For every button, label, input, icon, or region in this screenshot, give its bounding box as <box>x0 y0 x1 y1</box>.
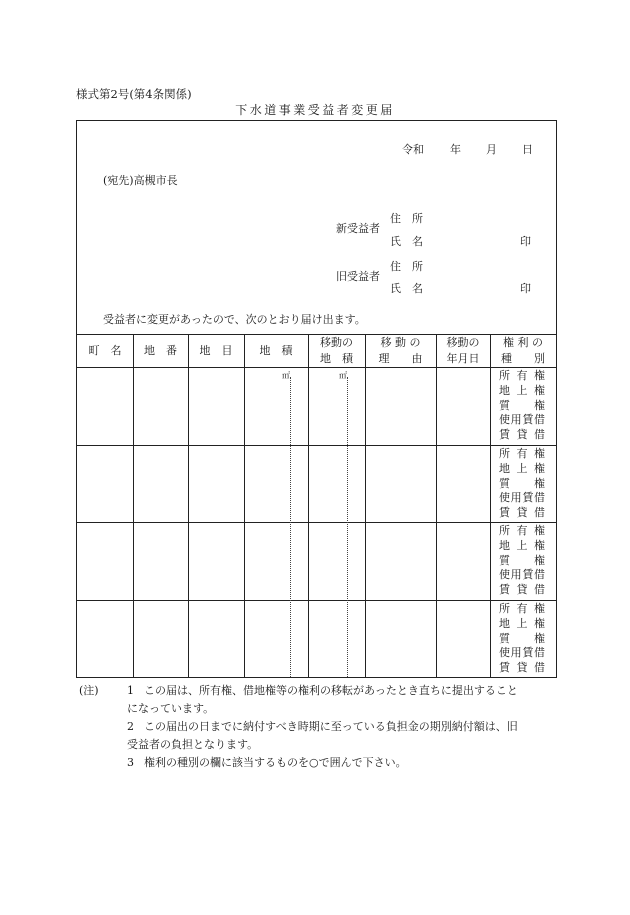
right-kind-item: 所有権 <box>499 369 545 382</box>
date-day: 日 <box>522 143 533 156</box>
right-kind-item: 所有権 <box>499 447 545 460</box>
note-2-line-2: 受益者の負担となります。 <box>127 738 259 751</box>
col-header-date-1: 移動の <box>446 336 480 349</box>
document-title: 下水道事業受益者変更届 <box>235 103 395 117</box>
right-kind-item: 質権 <box>499 476 545 490</box>
old-beneficiary-address: 住 所 <box>390 260 423 273</box>
right-kind-item: 賃貸借 <box>499 583 545 597</box>
note-1-line-1: この届は、所有権、借地権等の権利の移転があったとき直ちに提出すること <box>144 684 518 697</box>
col-header-area: 地 積 <box>259 344 293 357</box>
area-unit: ㎡ <box>282 371 290 380</box>
row-divider-3 <box>77 600 556 601</box>
note-3-number: 3 <box>127 756 134 769</box>
col-divider-3 <box>244 334 245 678</box>
row-divider-1 <box>77 445 556 446</box>
area-dotted-line <box>290 377 291 677</box>
col-header-right-2: 種 別 <box>501 352 545 365</box>
right-kind-list <box>499 447 545 521</box>
right-kind-item: 地上権 <box>499 383 545 397</box>
col-header-date-2: 年月日 <box>446 352 480 365</box>
date-year: 年 <box>450 143 461 156</box>
right-kind-item: 使用賃借 <box>499 568 545 582</box>
old-beneficiary-name: 氏 名 <box>390 282 423 295</box>
col-header-right-1: 権 利 の <box>503 336 543 349</box>
right-kind-item: 賃貸借 <box>499 661 545 675</box>
new-beneficiary-seal: 印 <box>520 235 531 248</box>
right-kind-item: 使用賃借 <box>499 491 545 505</box>
note-1-number: 1 <box>127 684 134 697</box>
new-beneficiary-name: 氏 名 <box>390 235 423 248</box>
right-kind-item: 所有権 <box>499 602 545 615</box>
notes-label: (注) <box>79 684 99 697</box>
right-kind-item: 使用賃借 <box>499 413 545 427</box>
addressee: (宛先)高槻市長 <box>103 174 178 187</box>
col-header-town: 町 名 <box>88 344 122 357</box>
right-kind-item: 賃貸借 <box>499 506 545 520</box>
col-divider-6 <box>436 334 437 678</box>
right-kind-list <box>499 524 545 598</box>
right-kind-item: 地上権 <box>499 461 545 475</box>
date-era: 令和 <box>402 143 424 156</box>
right-kind-item: 使用賃借 <box>499 646 545 660</box>
right-kind-item: 賃貸借 <box>499 428 545 442</box>
col-header-lot: 地 番 <box>144 344 177 357</box>
row-divider-2 <box>77 522 556 523</box>
new-beneficiary-label: 新受益者 <box>336 222 380 235</box>
col-header-moved-area-1: 移動の <box>320 336 353 349</box>
new-beneficiary-address: 住 所 <box>390 212 423 225</box>
form-number: 様式第2号(第4条関係) <box>76 87 192 101</box>
note-2-number: 2 <box>127 720 134 733</box>
note-3-line-1: 権利の種別の欄に該当するものを○で囲んで下さい。 <box>144 756 407 769</box>
col-header-category: 地 目 <box>199 344 233 357</box>
old-beneficiary-seal: 印 <box>520 282 531 295</box>
right-kind-item: 地上権 <box>499 616 545 630</box>
col-divider-4 <box>308 334 309 678</box>
col-header-reason-2: 理 由 <box>378 352 423 365</box>
note-1-line-2: になっています。 <box>127 702 215 715</box>
old-beneficiary-label: 旧受益者 <box>336 270 380 283</box>
moved-area-dotted-line <box>347 377 348 677</box>
right-kind-item: 地上権 <box>499 538 545 552</box>
note-2-line-1: この届出の日までに納付すべき時期に至っている負担金の期別納付額は、旧 <box>144 720 518 733</box>
header-area <box>77 121 556 335</box>
col-header-reason-1: 移 動 の <box>380 336 421 349</box>
right-kind-list <box>499 369 545 443</box>
col-divider-7 <box>490 334 491 678</box>
col-header-moved-area-2: 地 積 <box>320 352 353 365</box>
col-divider-2 <box>188 334 189 678</box>
header-bottom-line <box>77 367 556 368</box>
form-frame <box>76 120 557 678</box>
moved-area-unit: ㎡ <box>339 371 347 380</box>
col-divider-1 <box>133 334 134 678</box>
right-kind-item: 質権 <box>499 553 545 567</box>
right-kind-item: 所有権 <box>499 524 545 537</box>
right-kind-item: 質権 <box>499 631 545 645</box>
right-kind-item: 質権 <box>499 398 545 412</box>
date-month: 月 <box>486 143 497 156</box>
col-divider-5 <box>365 334 366 678</box>
statement: 受益者に変更があったので、次のとおり届け出ます。 <box>103 313 366 326</box>
right-kind-list <box>499 602 545 676</box>
